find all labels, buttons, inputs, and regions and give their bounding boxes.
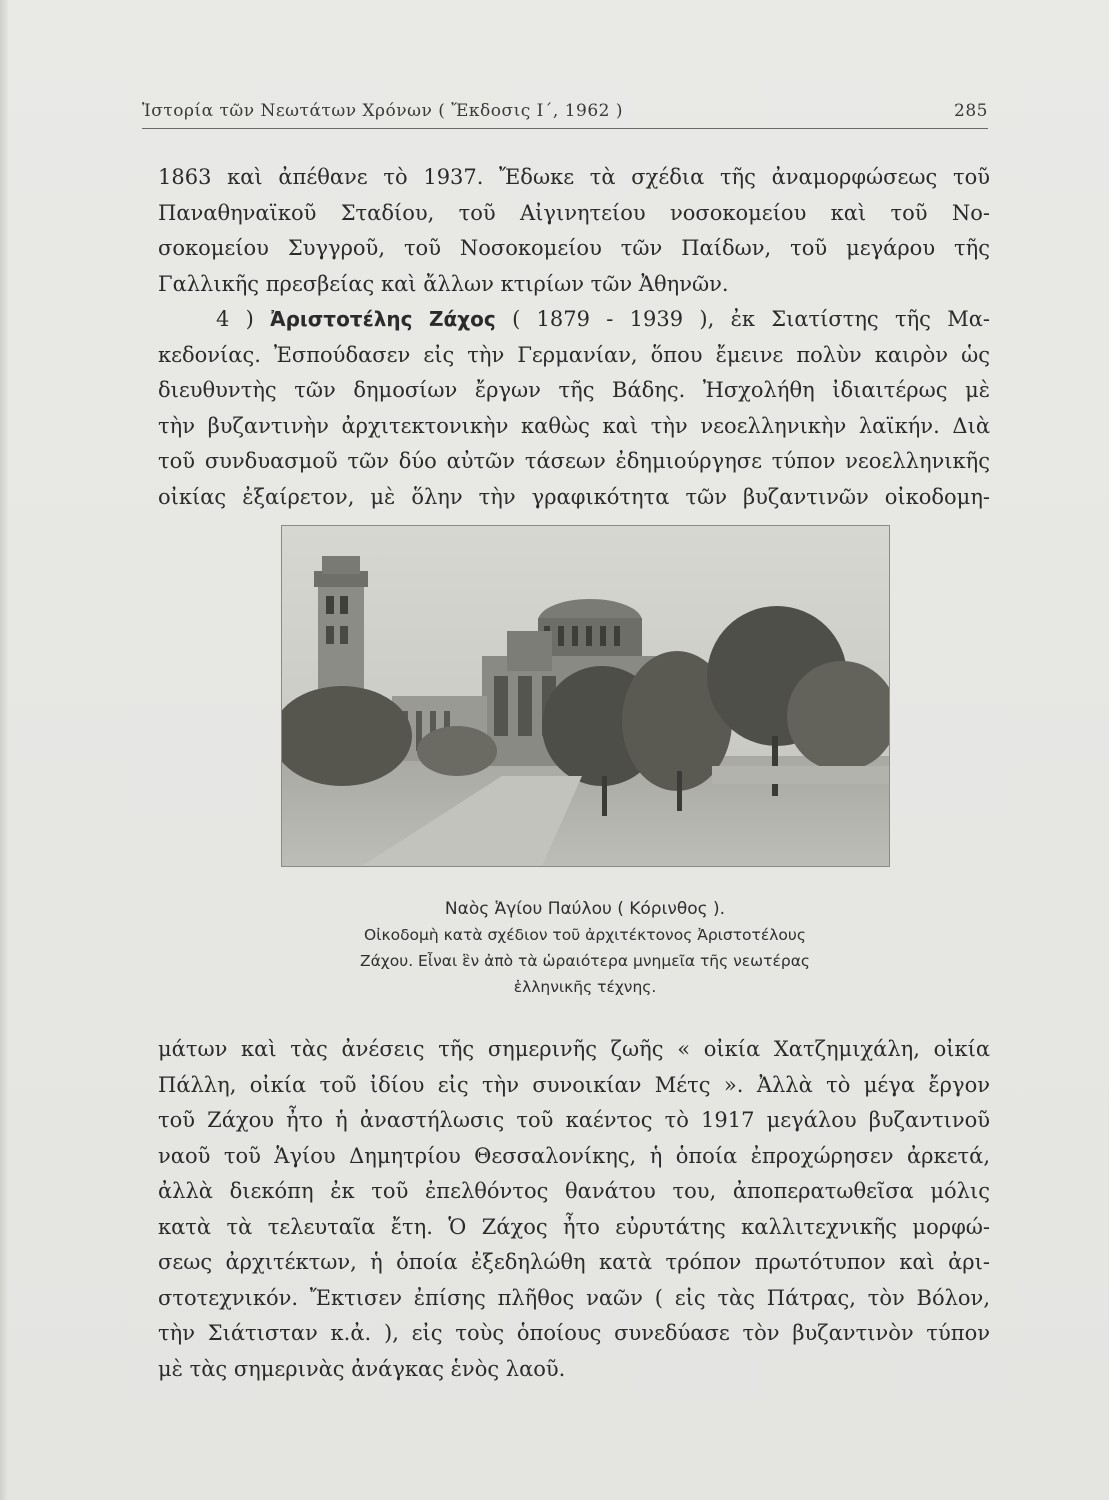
page-number: 285 bbox=[954, 101, 988, 121]
text-line: ἀλλὰ διεκόπη ἐκ τοῦ ἐπελθόντος θανάτου του, ἀποπερατωθεῖσα μόλις bbox=[158, 1179, 990, 1203]
entry-4-first-line bbox=[158, 302, 990, 338]
entry-dates-origin: ( 1879 - 1939 ), ἐκ Σιατίστης τῆς Μα- bbox=[512, 307, 990, 331]
scan-edge-shadow bbox=[0, 0, 8, 1500]
text-block-top bbox=[158, 160, 990, 515]
text-line: στοτεχνικόν. Ἔκτισεν ἐπίσης πλῆθος ναῶν ( εἰς τὰς Πάτρας, τὸν Βόλον, bbox=[158, 1285, 990, 1310]
text-line: τὴν Σιάτισταν κ.ἀ. ), εἰς τοὺς ὁποίους συνεδύασε τὸν βυζαντινὸν τύπον bbox=[158, 1321, 990, 1345]
caption-line: Ζάχου. Εἶναι ἓν ἀπὸ τὰ ὡραιότερα μνημεῖα τῆς νεωτέρας bbox=[359, 952, 811, 970]
text-line: μὲ τὰς σημερινὰς ἀνάγκας ἑνὸς λαοῦ. bbox=[158, 1356, 566, 1381]
text-line: Γαλλικῆς πρεσβείας καὶ ἄλλων κτιρίων τῶν Ἀθηνῶν. bbox=[158, 271, 729, 296]
text-line: Παναθηναϊκοῦ Σταδίου, τοῦ Αἰγινητείου νοσοκομείου καὶ τοῦ Νο- bbox=[158, 200, 990, 225]
header-title: Ἱστορία τῶν Νεωτάτων Χρόνων ( Ἔκδοσις Ι΄, 1962 ) bbox=[142, 101, 623, 121]
caption-line: Οἰκοδομὴ κατὰ σχέδιον τοῦ ἀρχιτέκτονος Ἀριστοτέλους bbox=[364, 926, 806, 944]
entry-name: Ἀριστοτέλης Ζάχος bbox=[270, 307, 496, 331]
caption-line: ἑλληνικῆς τέχνης. bbox=[513, 978, 657, 996]
text-line: κατὰ τὰ τελευταῖα ἔτη. Ὁ Ζάχος ἦτο εὐρυτάτης καλλιτεχνικῆς μορφώ- bbox=[158, 1214, 990, 1239]
text-line: κεδονίας. Ἐσπούδασεν εἰς τὴν Γερμανίαν, ὅπου ἔμεινε πολὺν καιρὸν ὡς bbox=[158, 342, 990, 367]
church-photograph bbox=[281, 525, 890, 867]
text-line: σεως ἀρχιτέκτων, ἡ ὁποία ἐξεδηλώθη κατὰ τρόπον πρωτότυπον καὶ ἀρι- bbox=[158, 1250, 990, 1274]
text-line: τοῦ συνδυασμοῦ τῶν δύο αὐτῶν τάσεων ἐδημιούργησε τύπον νεοελληνικῆς bbox=[158, 449, 990, 473]
running-header bbox=[142, 98, 988, 129]
text-line: μάτων καὶ τὰς ἀνέσεις τῆς σημερινῆς ζωῆς « οἰκία Χατζημιχάλη, οἰκία bbox=[158, 1037, 990, 1061]
photo-caption bbox=[290, 896, 880, 1000]
text-line: τοῦ Ζάχου ἦτο ἡ ἀναστήλωσις τοῦ καέντος τὸ 1917 μεγάλου βυζαντινοῦ bbox=[158, 1108, 990, 1132]
text-line: διευθυντὴς τῶν δημοσίων ἔργων τῆς Βάδης. Ἠσχολήθη ἰδιαιτέρως μὲ bbox=[158, 378, 990, 402]
text-block-bottom bbox=[158, 1032, 990, 1387]
text-line: σοκομείου Συγγροῦ, τοῦ Νοσοκομείου τῶν Παίδων, τοῦ μεγάρου τῆς bbox=[158, 236, 990, 260]
text-line: τὴν βυζαντινὴν ἀρχιτεκτονικὴν καθὼς καὶ τὴν νεοελληνικὴν λαϊκήν. Διὰ bbox=[158, 413, 990, 438]
text-line: 1863 καὶ ἀπέθανε τὸ 1937. Ἔδωκε τὰ σχέδια τῆς ἀναμορφώσεως τοῦ bbox=[158, 165, 990, 189]
entry-number: 4 ) bbox=[216, 307, 254, 331]
text-line: Πάλλη, οἰκία τοῦ ἰδίου εἰς τὴν συνοικίαν Μέτς ». Ἀλλὰ τὸ μέγα ἔργον bbox=[158, 1072, 990, 1097]
caption-title: Ναὸς Ἁγίου Παύλου ( Κόρινθος ). bbox=[444, 899, 726, 919]
photo-illustration bbox=[282, 526, 889, 866]
text-line: ναοῦ τοῦ Ἁγίου Δημητρίου Θεσσαλονίκης, ἡ ὁποία ἐπροχώρησεν ἀρκετά, bbox=[158, 1143, 990, 1168]
text-line: οἰκίας ἐξαίρετον, μὲ ὅλην τὴν γραφικότητα τῶν βυζαντινῶν οἰκοδομη- bbox=[158, 484, 990, 509]
